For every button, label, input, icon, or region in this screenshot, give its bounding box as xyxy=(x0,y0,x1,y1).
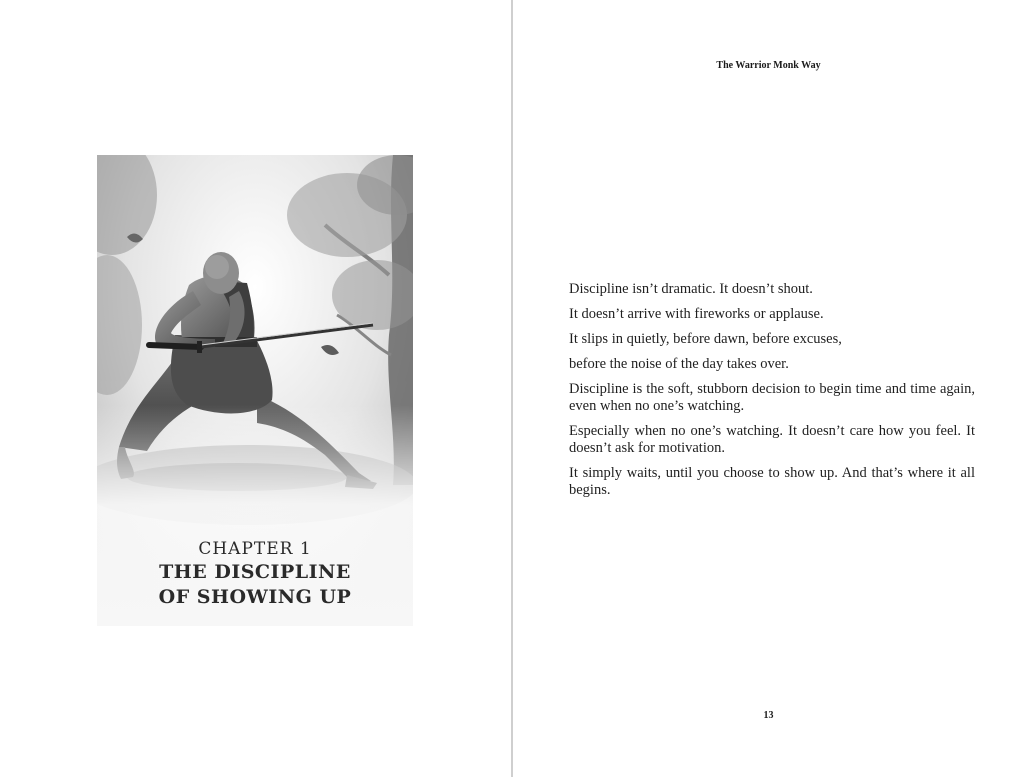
left-page xyxy=(0,0,511,777)
paragraph: It doesn’t arrive with fireworks or applause. xyxy=(569,306,824,322)
chapter-number: CHAPTER 1 xyxy=(198,539,312,559)
paragraph: It slips in quietly, before dawn, before excuses, xyxy=(569,331,842,347)
paragraph: Discipline is the soft, stubborn decision to begin time and time again, even when no one’s watching. xyxy=(569,381,975,414)
body-text xyxy=(569,281,975,507)
running-head: The Warrior Monk Way xyxy=(716,60,821,71)
paragraph: It simply waits, until you choose to show up. And that’s where it all begins. xyxy=(569,465,975,498)
chapter-title-line-2: OF SHOWING UP xyxy=(158,586,352,608)
page-number: 13 xyxy=(763,710,774,721)
right-page xyxy=(513,0,1024,777)
paragraph: Discipline isn’t dramatic. It doesn’t shout. xyxy=(569,281,813,297)
chapter-illustration xyxy=(97,155,413,626)
chapter-caption xyxy=(97,538,413,610)
paragraph: Especially when no one’s watching. It doesn’t care how you feel. It doesn’t ask for motivation. xyxy=(569,423,975,456)
chapter-title-line-1: THE DISCIPLINE xyxy=(159,561,351,583)
paragraph: before the noise of the day takes over. xyxy=(569,356,789,372)
